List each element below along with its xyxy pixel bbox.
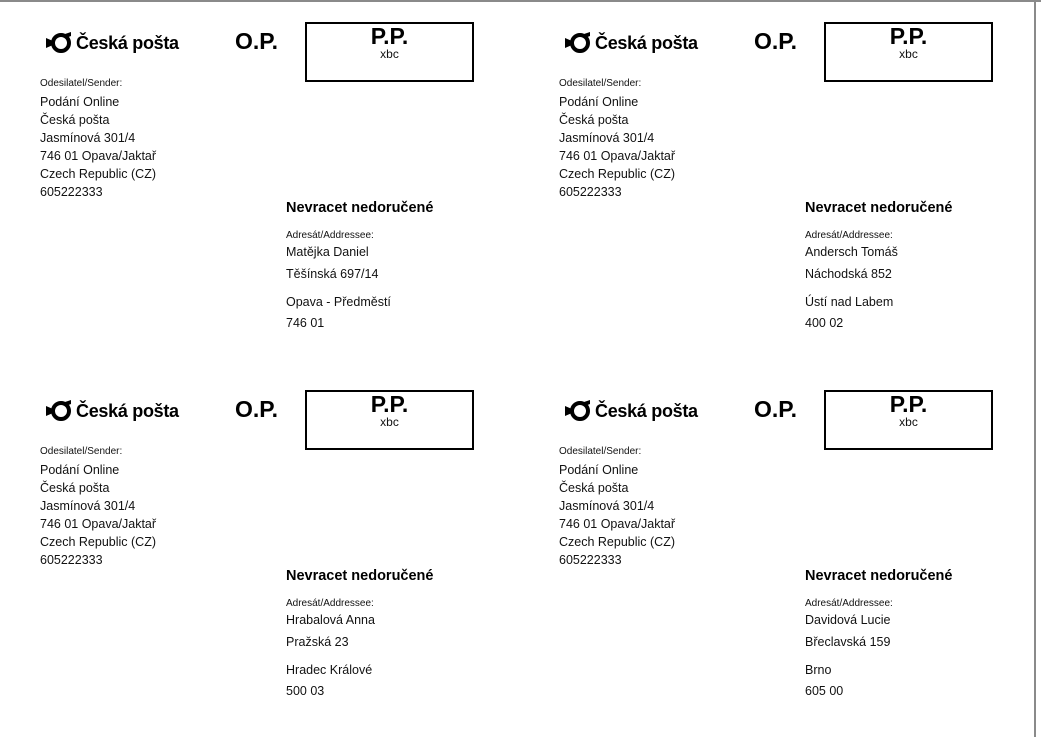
addressee-name: Matějka Daniel: [286, 245, 369, 259]
sender-line: Česká pošta: [559, 481, 629, 495]
sender-line: Czech Republic (CZ): [559, 535, 676, 549]
addressee-zip: 400 02: [805, 316, 844, 330]
sender-line: Czech Republic (CZ): [40, 167, 157, 181]
sender-line: 605222333: [559, 553, 622, 567]
pp-title: P.P.: [889, 23, 928, 49]
sender-address: [40, 93, 156, 201]
sender-caption: Odesilatel/Sender:: [40, 446, 123, 457]
ceska-posta-logo: [563, 32, 698, 54]
addressee-name: Hrabalová Anna: [286, 613, 375, 627]
addressee-caption: Adresát/Addressee:: [805, 230, 893, 241]
pp-subtext: xbc: [899, 47, 918, 61]
logo-text: Česká pošta: [76, 32, 179, 53]
sender-line: Podání Online: [559, 95, 639, 109]
sender-line: Česká pošta: [559, 113, 629, 127]
addressee-street: Břeclavská 159: [805, 635, 891, 649]
addressee-city: Hradec Králové: [286, 663, 373, 677]
sender-line: 746 01 Opava/Jaktař: [40, 149, 157, 163]
ceska-posta-horn-icon: [44, 32, 74, 54]
sender-address: [559, 93, 675, 201]
addressee-city: Ústí nad Labem: [805, 295, 894, 309]
do-not-return-notice: Nevracet nedoručené: [286, 200, 434, 216]
sender-line: Podání Online: [40, 95, 120, 109]
addressee-city: Opava - Předměstí: [286, 295, 391, 309]
sender-line: 605222333: [40, 185, 103, 199]
shipping-label: [40, 20, 540, 380]
sender-line: 746 01 Opava/Jaktař: [40, 517, 157, 531]
ceska-posta-horn-icon: [563, 32, 593, 54]
sender-line: 746 01 Opava/Jaktař: [559, 517, 676, 531]
addressee-caption: Adresát/Addressee:: [286, 230, 374, 241]
op-mark: O.P.: [754, 28, 798, 54]
page-edge-top: [0, 0, 1041, 2]
pp-box: [824, 390, 993, 450]
addressee-city: Brno: [805, 663, 832, 677]
addressee-name: Davidová Lucie: [805, 613, 891, 627]
pp-box: [824, 22, 993, 82]
sender-line: Podání Online: [559, 463, 639, 477]
sender-line: Jasmínová 301/4: [559, 131, 655, 145]
addressee-caption: Adresát/Addressee:: [286, 598, 374, 609]
pp-box: [305, 22, 474, 82]
shipping-label: [40, 388, 540, 748]
do-not-return-notice: Nevracet nedoručené: [805, 568, 953, 584]
shipping-label: [559, 20, 1041, 380]
sender-caption: Odesilatel/Sender:: [40, 78, 123, 89]
ceska-posta-horn-icon: [563, 400, 593, 422]
sender-caption: Odesilatel/Sender:: [559, 446, 642, 457]
addressee-street: Těšínská 697/14: [286, 267, 379, 281]
do-not-return-notice: Nevracet nedoručené: [286, 568, 434, 584]
pp-subtext: xbc: [380, 415, 399, 429]
ceska-posta-logo: [563, 400, 698, 422]
sender-address: [559, 461, 675, 569]
ceska-posta-logo: [44, 32, 179, 54]
sender-line: Česká pošta: [40, 481, 110, 495]
shipping-label: [559, 388, 1041, 748]
pp-box: [305, 390, 474, 450]
addressee-name: Andersch Tomáš: [805, 245, 898, 259]
addressee-zip: 605 00: [805, 684, 844, 698]
sender-line: 605222333: [40, 553, 103, 567]
addressee-caption: Adresát/Addressee:: [805, 598, 893, 609]
pp-title: P.P.: [889, 391, 928, 417]
pp-subtext: xbc: [380, 47, 399, 61]
sender-line: Podání Online: [40, 463, 120, 477]
addressee-street: Pražská 23: [286, 635, 349, 649]
sender-line: 746 01 Opava/Jaktař: [559, 149, 676, 163]
logo-text: Česká pošta: [595, 400, 698, 421]
op-mark: O.P.: [235, 28, 279, 54]
sender-line: Czech Republic (CZ): [40, 535, 157, 549]
sender-line: Jasmínová 301/4: [40, 131, 136, 145]
pp-title: P.P.: [370, 23, 409, 49]
logo-text: Česká pošta: [595, 32, 698, 53]
sender-line: 605222333: [559, 185, 622, 199]
sender-line: Jasmínová 301/4: [40, 499, 136, 513]
ceska-posta-logo: [44, 400, 179, 422]
sender-line: Česká pošta: [40, 113, 110, 127]
op-mark: O.P.: [754, 396, 798, 422]
sender-address: [40, 461, 156, 569]
addressee-street: Náchodská 852: [805, 267, 892, 281]
pp-subtext: xbc: [899, 415, 918, 429]
addressee-zip: 500 03: [286, 684, 325, 698]
op-mark: O.P.: [235, 396, 279, 422]
do-not-return-notice: Nevracet nedoručené: [805, 200, 953, 216]
ceska-posta-horn-icon: [44, 400, 74, 422]
sender-caption: Odesilatel/Sender:: [559, 78, 642, 89]
sender-line: Czech Republic (CZ): [559, 167, 676, 181]
addressee-zip: 746 01: [286, 316, 325, 330]
sender-line: Jasmínová 301/4: [559, 499, 655, 513]
pp-title: P.P.: [370, 391, 409, 417]
logo-text: Česká pošta: [76, 400, 179, 421]
